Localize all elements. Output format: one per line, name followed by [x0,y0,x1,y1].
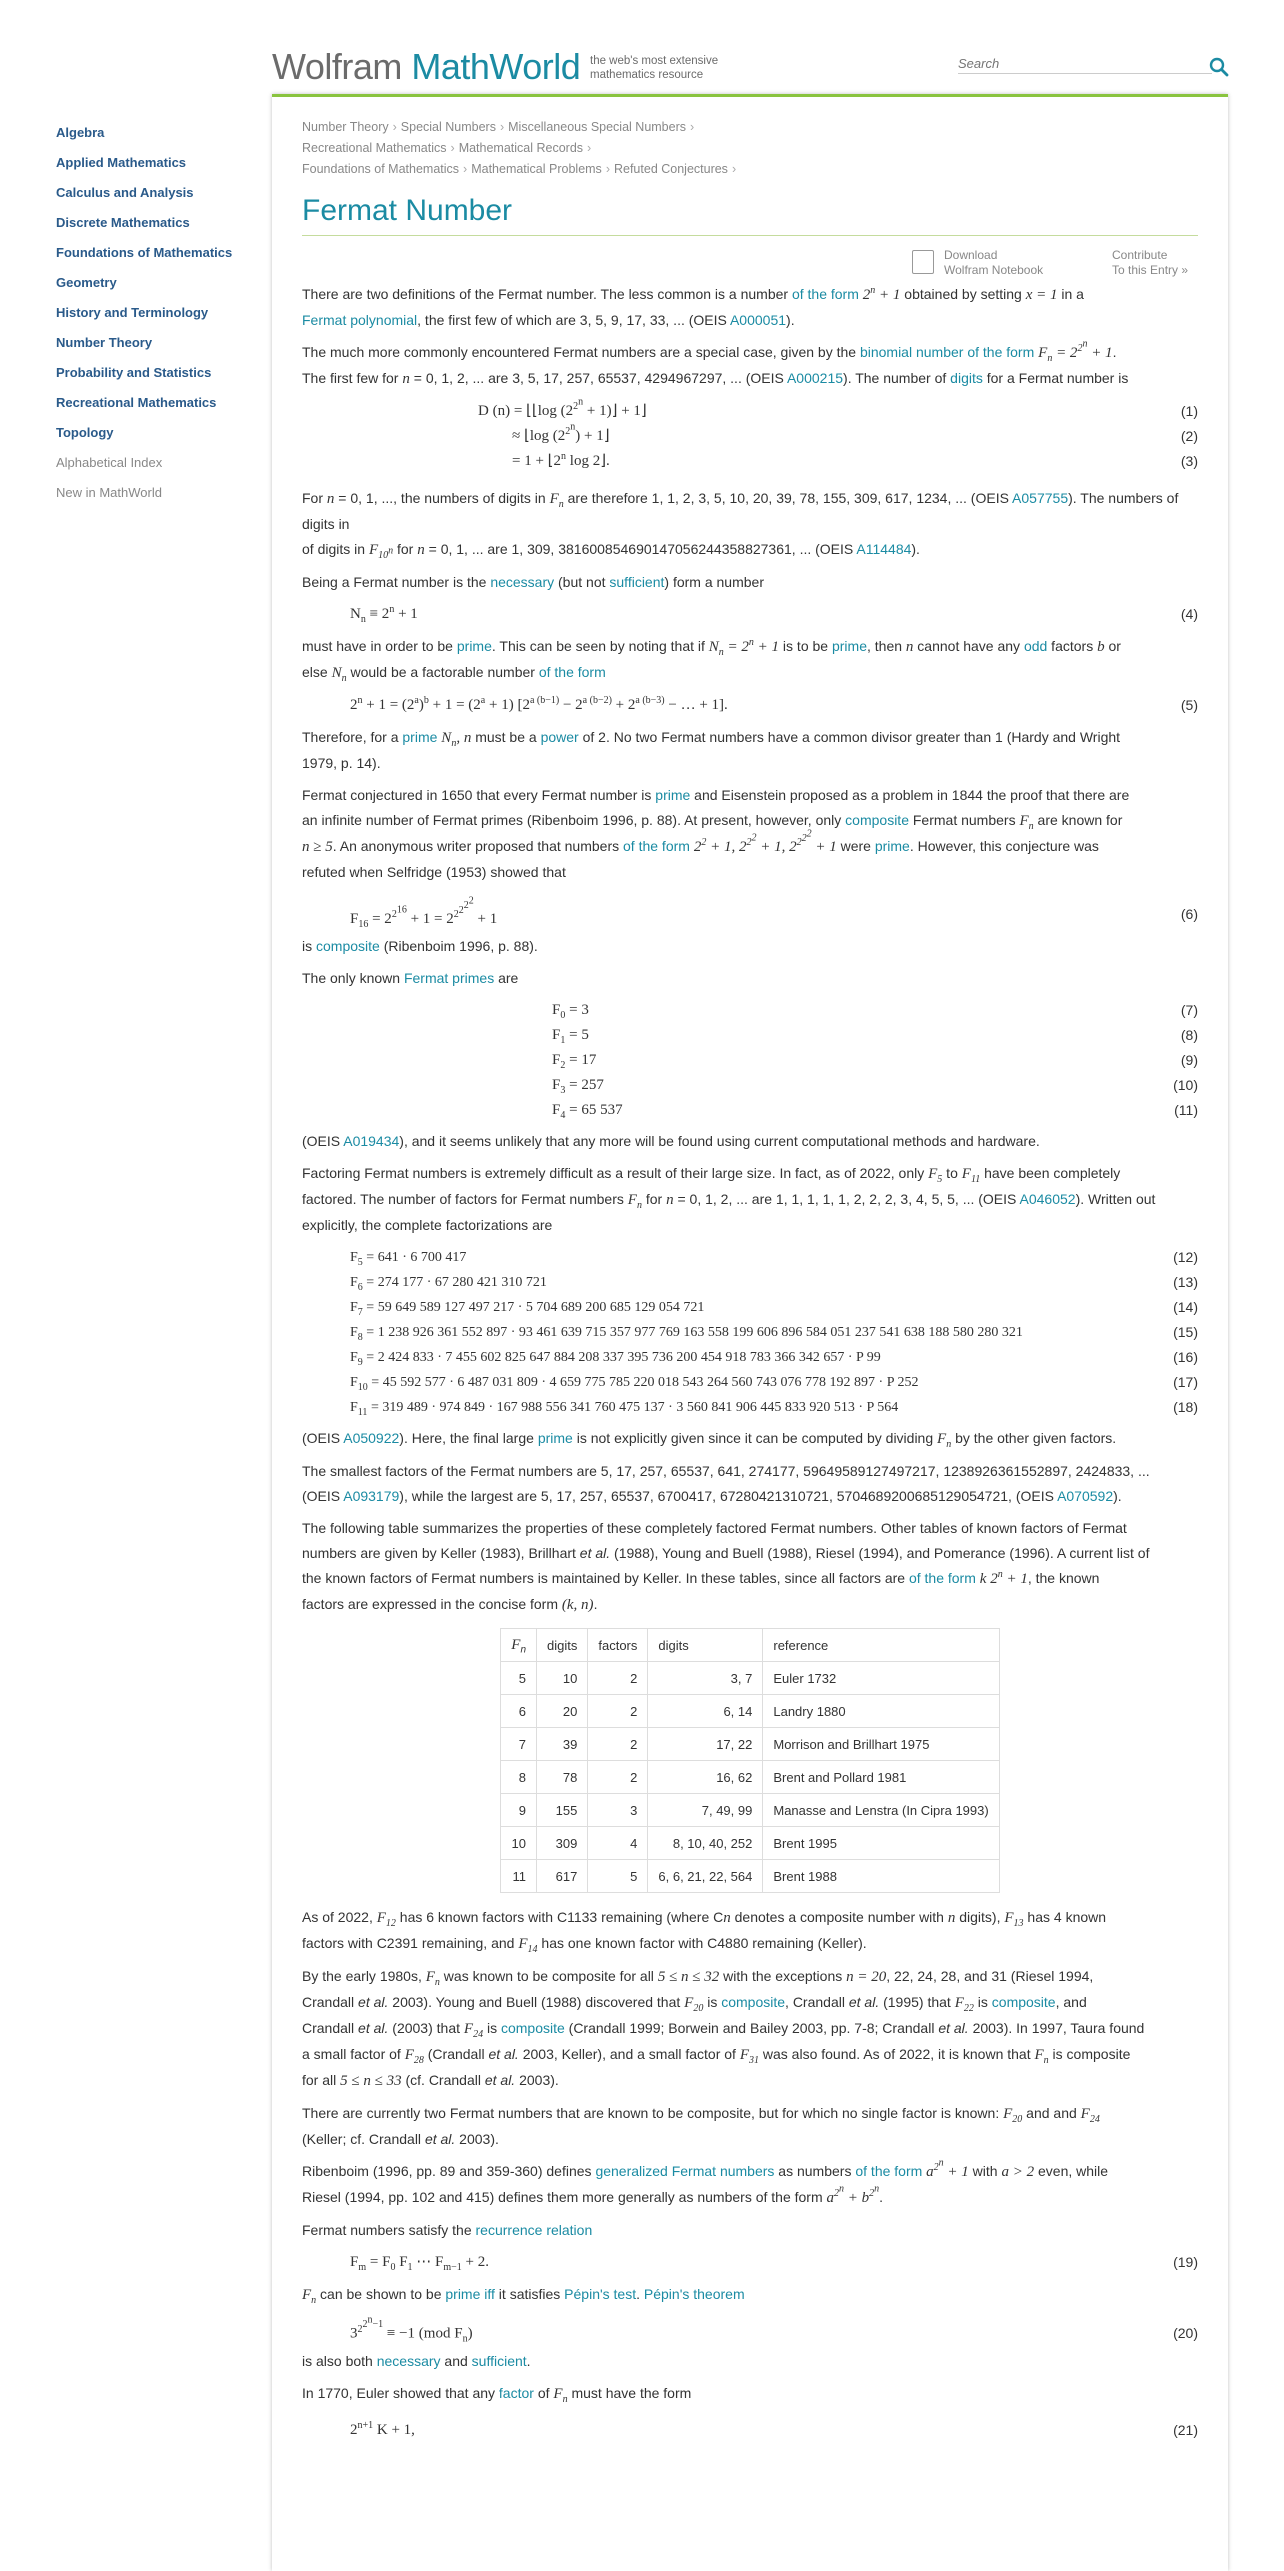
table-row [501,1761,999,1794]
breadcrumb-link[interactable]: Miscellaneous Special Numbers [508,120,686,134]
fermat-prime-row: $F_3 = 257$ (10) [552,1077,1198,1096]
content-panel [272,94,1228,2571]
nav-item-foundations-of-mathematics[interactable]: Foundations of Mathematics [56,245,233,260]
link-necessary-2[interactable]: necessary [376,2353,441,2369]
link-sufficient[interactable]: sufficient [609,574,665,590]
paragraph-conjecture: Fermat conjectured in 1650 that every Fermat number is prime and Eisenstein proposed as a problem in 1844 the proof that there are an infinite number of Fermat primes (Ribenboim 1996, p. 88). At present, however, only composite Fermat numbers $F_n$ are known for n ≥ 5. An anonymous writer proposed that numbers of the form $2^2 + 1$, $2^{2^2} + 1$, $2^{2^{2^2}} + 1$ were prime. However, this conjecture was refuted when Selfridge (1953) showed that [302,787,1130,880]
breadcrumb-separator: › [463,162,468,176]
site-header [272,40,1230,96]
link-oeis-a000215[interactable]: A000215 [786,370,844,386]
link-pepins-test[interactable]: Pépin's test [564,2286,637,2302]
paragraph-necessary-sufficient: is also both necessary and sufficient. [302,2353,531,2369]
search-input[interactable] [958,54,1212,74]
equation-3: = $1 + ⌊2^n$ log 2⌋. (3) [512,451,1198,469]
page-title: Fermat Number [302,198,1198,236]
breadcrumb-link[interactable]: Foundations of Mathematics [302,162,460,176]
link-prime-7[interactable]: prime [445,2286,481,2302]
link-recurrence-relation[interactable]: recurrence relation [475,2222,593,2238]
table-row [501,1728,999,1761]
breadcrumb-link[interactable]: Recreational Mathematics [302,141,447,155]
factorization-row: $F_8 = 1$ 238 926 361 552 897 · 93 461 639 715 357 977 769 163 558 199 606 896 584 051 237 541 638 188 580 280 321 (15) [350,1324,1198,1343]
table-cell: 2 [588,1728,648,1761]
paragraph-smallest-factors: The smallest factors of the Fermat numbers are 5, 17, 257, 65537, 641, 274177, 59649589127497217, 1238926361552897, 2424833, ... (OEIS A093179), while the largest are 5, 17, 257, 65537, 6700417, 67280421310721, 5704689200685129054721, (OEIS A070592). [302,1463,1150,1504]
table-cell: 3, 7 [648,1662,763,1695]
breadcrumb-separator: › [731,162,737,176]
fermat-prime-row: $F_1 = 5$ (8) [552,1027,1198,1046]
factorization-row: $F_{11} = 319$ 489 · 974 849 · 167 988 556 341 760 475 137 · 3 560 841 906 445 833 920 513 · P 564 (18) [350,1399,1198,1418]
paragraph-definitions: There are two definitions of the Fermat number. The less common is a number of the form $2^n + 1$ obtained by setting x = 1 in a Fermat polynomial, the first few of which are 3, 5, 9, 17, 33, ... (OEIS A000051). [302,285,1084,328]
link-of-the-form-4[interactable]: of the form [908,1570,976,1586]
download-notebook-link[interactable]: Download Wolfram Notebook [944,248,1043,278]
link-fermat-polynomial[interactable]: Fermat polynomial [302,312,418,328]
table-cell: 2 [588,1662,648,1695]
link-odd[interactable]: odd [1023,638,1048,654]
link-pepins-theorem[interactable]: Pépin's theorem [643,2286,745,2302]
nav-item-new-in-mathworld[interactable]: New in MathWorld [56,485,162,500]
paragraph-fermat-primes: The only known Fermat primes are [302,970,519,986]
breadcrumb-separator: › [450,141,455,155]
table-cell: 20 [537,1695,588,1728]
link-power[interactable]: power [540,729,579,745]
paragraph-factoring: Factoring Fermat numbers is extremely difficult as a result of their large size. In fact, as of 2022, only $F_5$ to $F_{11}$ have been completely factored. The number of factors for Fermat numbers $F_n$ for n = 0, 1, 2, ... are 1, 1, 1, 1, 1, 2, 2, 2, 3, 4, 5, 5, ... (OEIS A046052). Written out explicitly, the complete factorizations are [302,1165,1156,1233]
breadcrumb-link[interactable]: Mathematical Problems [471,162,602,176]
link-of-the-form[interactable]: of the form [791,286,859,302]
nav-item-topology[interactable]: Topology [56,425,114,440]
link-fermat-primes[interactable]: Fermat primes [403,970,495,986]
nav-item-geometry[interactable]: Geometry [56,275,117,290]
table-cell: 8, 10, 40, 252 [648,1827,763,1860]
table-cell: 155 [537,1794,588,1827]
link-prime-3[interactable]: prime [402,729,438,745]
breadcrumb-line [302,117,1198,138]
link-composite-2[interactable]: composite [316,938,380,954]
paragraph-1980s: By the early 1980s, $F_n$ was known to be composite for all 5 ≤ n ≤ 32 with the exceptions n = 20, 22, 24, 28, and 31 (Riesel 1994, Crandall et al. 2003). Young and Buell (1988) discovered that $F_{20}$ is composite, Crandall et al. (1995) that $F_{22}$ is composite, and Crandall et al. (2003) that $F_{24}$ is composite (Crandall 1999; Borwein and Bailey 2003, pp. 7-8; Crandall et al. 2003). In 1997, Taura found a small factor of $F_{28}$ (Crandall et al. 2003, Keller), and a small factor of $F_{31}$ was also found. As of 2022, it is known that $F_n$ is composite for all 5 ≤ n ≤ 33 (cf. Crandall et al. 2003). [302,1968,1145,2089]
breadcrumb-link[interactable]: Special Numbers [400,120,496,134]
factors-table [500,1628,999,1893]
link-prime-5[interactable]: prime [874,838,910,854]
link-prime[interactable]: prime [456,638,492,654]
table-cell: Euler 1732 [763,1662,999,1695]
table-cell: 5 [588,1860,648,1893]
nav-item-discrete-mathematics[interactable]: Discrete Mathematics [56,215,190,230]
link-oeis-a093179[interactable]: A093179 [343,1488,400,1504]
link-oeis-a057755[interactable]: A057755 [1012,490,1069,506]
contribute-link[interactable]: Contribute To this Entry » [1112,248,1189,277]
link-oeis-a114484[interactable]: A114484 [856,541,912,557]
link-factor[interactable]: factor [498,2385,534,2401]
table-header: reference [763,1629,999,1662]
factorization-row: $F_5 = 641 \cdot 6$ 700 417 (12) [350,1249,1198,1268]
table-cell: Landry 1880 [763,1695,999,1728]
link-oeis-a050922[interactable]: A050922 [343,1430,400,1446]
breadcrumb [302,117,1198,180]
equation-20: $3^{2^{2^n-1}} \equiv -1$ (mod $F_n$) (20) [350,2315,1198,2345]
notebook-icon [912,250,934,274]
nav-item-number-theory[interactable]: Number Theory [56,335,153,350]
equation-2: ≈ ⌊log $(2^{2^n})$ + 1⌋ (2) [512,421,1198,444]
table-cell: 6, 14 [648,1695,763,1728]
paragraph-pepin: $F_n$ can be shown to be prime iff it satisfies Pépin's test. Pépin's theorem [302,2286,745,2306]
link-prime-6[interactable]: prime [537,1430,573,1446]
table-cell: 6 [501,1695,537,1728]
nav-item-applied-mathematics[interactable]: Applied Mathematics [56,155,187,170]
fermat-prime-row: $F_4 = 65$ 537 (11) [552,1102,1198,1121]
table-cell: Brent 1988 [763,1860,999,1893]
link-composite[interactable]: composite [845,812,909,828]
table-header: factors [588,1629,648,1662]
table-row [501,1794,999,1827]
table-cell: 17, 22 [648,1728,763,1761]
wolfram-mathworld-logo[interactable]: Wolfram MathWorld [272,46,581,87]
paragraph-common-definition: The much more commonly encountered Fermat numbers are a special case, given by the binomial number of the form $F_n = 2^{2^n} + 1$. The first few for n = 0, 1, 2, ... are 3, 5, 17, 257, 65537, 4294967297, ... (OEIS A000215). The number of digits for a Fermat number is [302,338,1129,387]
factorizations-list [302,1245,1198,1420]
paragraph-generalized: Ribenboim (1996, pp. 89 and 359-360) defines generalized Fermat numbers as numbers of the form $a^{2^n} + 1$ with a > 2 even, while Riesel (1994, pp. 102 and 415) defines them more generally as numbers of the form $a^{2^n} + b^{2^n}$. [302,2157,1109,2206]
link-oeis-a070592[interactable]: A070592 [1057,1488,1114,1504]
table-cell: 6, 6, 21, 22, 564 [648,1860,763,1893]
table-cell: Brent and Pollard 1981 [763,1761,999,1794]
fermat-primes-list [302,998,1198,1123]
equation-21: $2^{n+1}$ K + 1, (21) [350,2420,1198,2438]
equation-1: D (n) = ⌊⌊log ($2^{2^n}$ + 1)⌋ + 1⌋ (1) [478,396,1198,419]
table-cell: 617 [537,1860,588,1893]
table-cell: 10 [501,1827,537,1860]
table-cell: 10 [537,1662,588,1695]
breadcrumb-separator: › [392,120,397,134]
table-cell: 4 [588,1827,648,1860]
paragraph-recurrence: Fermat numbers satisfy the recurrence relation [302,2222,593,2238]
table-cell: 78 [537,1761,588,1794]
table-cell: 3 [588,1794,648,1827]
link-oeis-a046052[interactable]: A046052 [1019,1191,1076,1207]
link-of-the-form-2[interactable]: of the form [538,664,606,680]
table-cell: 11 [501,1860,537,1893]
equation-19: $F_m = F_0$ $F_1$ ⋯ $F_{m-1} + 2$. (19) [350,2254,1198,2273]
table-cell: 309 [537,1827,588,1860]
table-cell: 8 [501,1761,537,1794]
table-cell: 5 [501,1662,537,1695]
nav-item-algebra[interactable]: Algebra [56,125,105,140]
equation-6: $F_{16} = 2^{2^{16}} + 1 = 2^{2^{2^{2^2}}} + 1$ (6) [350,896,1198,930]
breadcrumb-separator: › [690,120,695,134]
nav-item-probability-and-statistics[interactable]: Probability and Statistics [56,365,212,380]
paragraph-oeis-a050922: (OEIS A050922). Here, the final large prime is not explicitly given since it can be computed by dividing $F_n$ by the other given factors. [302,1430,1117,1450]
table-cell: Morrison and Brillhart 1975 [763,1728,999,1761]
link-oeis-a000051[interactable]: A000051 [729,312,787,328]
link-composite-5[interactable]: composite [500,2020,565,2036]
table-header: digits [537,1629,588,1662]
factorization-row: $F_{10} = 45$ 592 577 · 6 487 031 809 · 4 659 775 785 220 018 543 264 560 743 076 778 192 897 · P 252 (17) [350,1374,1198,1393]
breadcrumb-separator: › [499,120,505,134]
table-row [501,1662,999,1695]
table-row [501,1860,999,1893]
table-cell: 16, 62 [648,1761,763,1794]
breadcrumb-separator: › [605,162,610,176]
factorization-row: $F_9 = 2$ 424 833 · 7 455 602 825 647 884 208 337 395 736 200 454 918 783 366 342 657 · P 99 (16) [350,1349,1198,1368]
search-icon[interactable] [1208,56,1230,78]
factorization-row: $F_6 = 274$ 177 · 67 280 421 310 721 (13) [350,1274,1198,1293]
paragraph-table-intro: The following table summarizes the properties of these completely factored Fermat numbers. Other tables of known factors of Fermat numbers are given by Keller (1983), Brillhart et al. (1988), Young and Buell (1988), Riesel (1994), and Pomerance (1996). A current list of the known factors of Fermat numbers is maintained by Keller. In these tables, since all factors are of the form k $2^n + 1$, the known factors are expressed in the concise form (k, n). [302,1520,1150,1613]
breadcrumb-link[interactable]: Refuted Conjectures [613,162,728,176]
breadcrumb-link[interactable]: Mathematical Records [458,141,584,155]
equation-4: $N_n \equiv 2^n + 1$ (4) [350,604,1198,625]
link-iff[interactable]: iff [484,2286,495,2302]
link-digits[interactable]: digits [950,370,983,386]
link-of-the-form-3[interactable]: of the form [623,838,690,854]
link-composite-4[interactable]: composite [991,1994,1056,2010]
table-cell: 2 [588,1761,648,1794]
paragraph-2022-status: As of 2022, $F_{12}$ has 6 known factors with C1133 remaining (where Cn denotes a composite number with n digits), $F_{13}$ has 4 known factors with C2391 remaining, and $F_{14}$ has one known factor with C4880 remaining (Keller). [302,1909,1107,1955]
paragraph-oeis-a019434: (OEIS A019434), and it seems unlikely that any more will be found using current computational methods and hardware. [302,1133,1040,1149]
equation-5: $2^n + 1 = (2^a)^b + 1 = (2^a + 1) [2^{a (b-1)} - 2^{a (b-2)} + 2^{a (b-3)}$ − … + 1]. (5) [350,695,1198,713]
entry-tools [302,236,1198,282]
table-cell: 2 [588,1695,648,1728]
link-prime-4[interactable]: prime [655,787,691,803]
link-oeis-a019434[interactable]: A019434 [343,1133,400,1149]
breadcrumb-line [302,159,1198,180]
nav-item-calculus-and-analysis[interactable]: Calculus and Analysis [56,185,194,200]
nav-item-history-and-terminology[interactable]: History and Terminology [56,305,209,320]
paragraph-no-known-factor: There are currently two Fermat numbers that are known to be composite, but for which no single factor is known: $F_{20}$ and and $F_{24}$ (Keller; cf. Crandall et al. 2003). [302,2105,1100,2147]
table-cell: 7, 49, 99 [648,1794,763,1827]
link-prime-2[interactable]: prime [831,638,867,654]
table-row [501,1827,999,1860]
table-cell: 39 [537,1728,588,1761]
site-tagline: the web's most extensive mathematics resource [590,55,719,81]
breadcrumb-line [302,138,1198,159]
table-cell: Brent 1995 [763,1827,999,1860]
paragraph-prime-condition: must have in order to be prime. This can be seen by noting that if $N_n = 2^n + 1$ is to be prime, then n cannot have any odd factors b or else $N_n$ would be a factorable number of the form [302,637,1121,684]
link-of-the-form-5[interactable]: of the form [855,2163,923,2179]
link-sufficient-2[interactable]: sufficient [471,2353,527,2369]
link-necessary[interactable]: necessary [490,574,555,590]
factorization-row: $F_7 = 59$ 649 589 127 497 217 · 5 704 689 200 685 129 054 721 (14) [350,1299,1198,1318]
breadcrumb-separator: › [587,141,592,155]
fermat-prime-row: $F_2 = 17$ (9) [552,1052,1198,1071]
table-cell: Manasse and Lenstra (In Cipra 1993) [763,1794,999,1827]
nav-item-alphabetical-index[interactable]: Alphabetical Index [56,455,163,470]
table-header: $F_n$ [501,1629,537,1662]
link-composite-3[interactable]: composite [721,1994,786,2010]
table-cell: 7 [501,1728,537,1761]
paragraph-f16-composite: is composite (Ribenboim 1996, p. 88). [302,938,538,954]
table-header: digits [648,1629,763,1662]
subject-nav [56,118,256,508]
fermat-prime-row: $F_0 = 3$ (7) [552,1002,1198,1021]
paragraph-necessary: Being a Fermat number is the necessary (but not sufficient) form a number [302,574,764,590]
link-generalized-fermat-numbers[interactable]: generalized Fermat numbers [595,2163,775,2179]
nav-item-recreational-mathematics[interactable]: Recreational Mathematics [56,395,217,410]
breadcrumb-link[interactable]: Number Theory [302,120,389,134]
paragraph-power-of-two: Therefore, for a prime $N_n$, n must be a power of 2. No two Fermat numbers have a common divisor greater than 1 (Hardy and Wright 1979, p. 14). [302,729,1121,771]
paragraph-digit-counts: For n = 0, 1, ..., the numbers of digits in $F_n$ are therefore 1, 1, 2, 3, 5, 10, 20, 39, 78, 155, 309, 617, 1234, ... (OEIS A057755). The numbers of digits in of digits in $F_{10^n}$ for n = 0, 1, ... are 1, 309, 3816008546901470562443588273​61, ... (OEIS A114484). [302,490,1179,561]
table-row [501,1695,999,1728]
paragraph-euler-1770: In 1770, Euler showed that any factor of $F_n$ must have the form [302,2385,692,2405]
table-cell: 9 [501,1794,537,1827]
link-binomial-number[interactable]: binomial number of the form [859,344,1035,360]
